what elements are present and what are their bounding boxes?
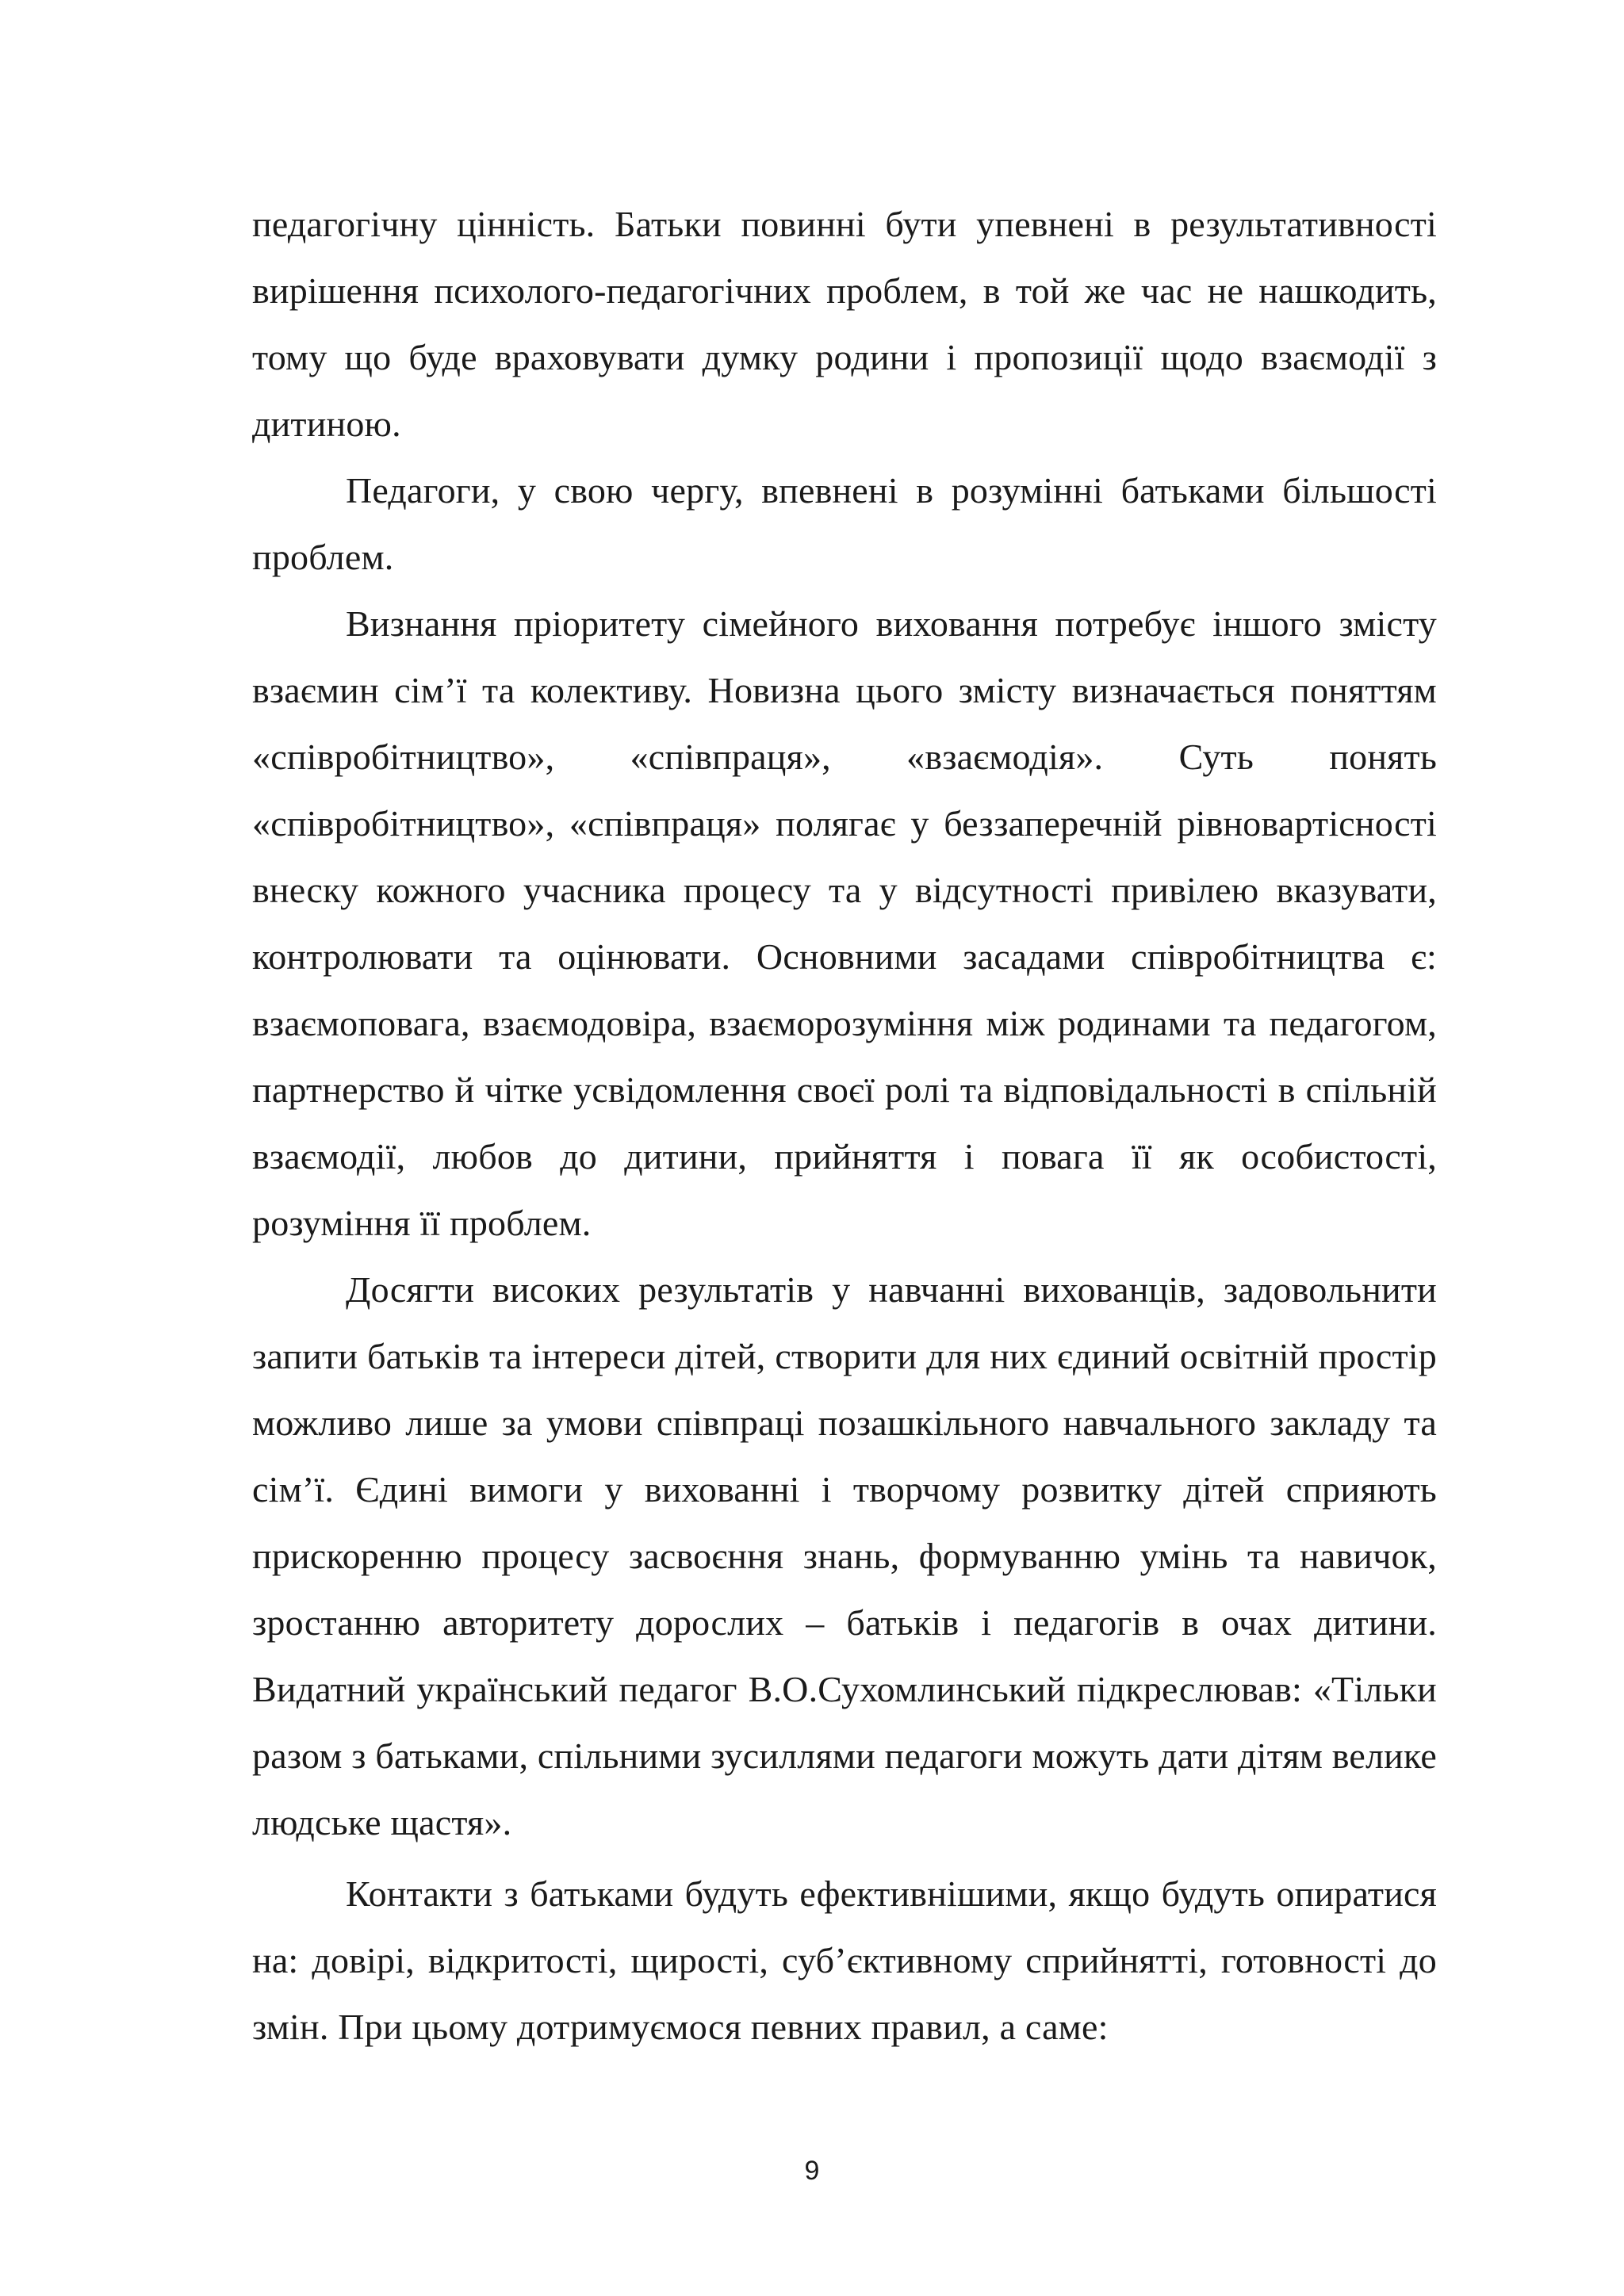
paragraph-continuation: педагогічну цінність. Батьки повинні бути упевнені в результативності вирішення психолого-педагогічних проблем, в той же час не нашкодить, тому що буде враховувати думку родини і пропозиції щодо взаємодії з дитиною. [252, 204, 1437, 444]
paragraph-cooperation: Визнання пріоритету сімейного виховання потребує іншого змісту взаємин сім’ї та колективу. Новизна цього змісту визначається поняттям «співробітництво», «співпраця», «взаємодія». Суть понять «співробітництво», «співпраця» полягає у беззаперечній рівновартісності внеску кожного учасника процесу та у відсутності привілею вказувати, контролювати та оцінювати. Основними засадами співробітництва є: взаємоповага, взаємодовіра, взаєморозуміння між родинами та педагогом, партнерство й чітке усвідомлення своєї ролі та відповідальності в спільній взаємодії, любов до дитини, прийняття і повага її як особистості, розуміння її проблем. [252, 603, 1437, 1243]
body-text [252, 191, 1437, 2061]
paragraph-contacts: Контакти з батьками будуть ефективнішими, якщо будуть опиратися на: довірі, відкритості, щирості, суб’єктивному сприйнятті, готовності до змін. При цьому дотримуємося певних правил, а саме: [252, 1873, 1437, 2047]
paragraph-results: Досягти високих результатів у навчанні вихованців, задовольнити запити батьків та інтереси дітей, створити для них єдиний освітній простір можливо лише за умови співпраці позашкільного навчального закладу та сім’ї. Єдині вимоги у вихованні і творчому розвитку дітей сприяють прискоренню процесу засвоєння знань, формуванню умінь та навичок, зростанню авторитету дорослих – батьків і педагогів в очах дитини. Видатний український педагог В.О.Сухомлинський підкреслював: «Тільки разом з батьками, спільними зусиллями педагоги можуть дати дітям велике людське щастя». [252, 1269, 1437, 1843]
paragraph-teachers: Педагоги, у свою чергу, впевнені в розумінні батьками більшості проблем. [252, 470, 1437, 577]
page-number: 9 [804, 2156, 820, 2186]
